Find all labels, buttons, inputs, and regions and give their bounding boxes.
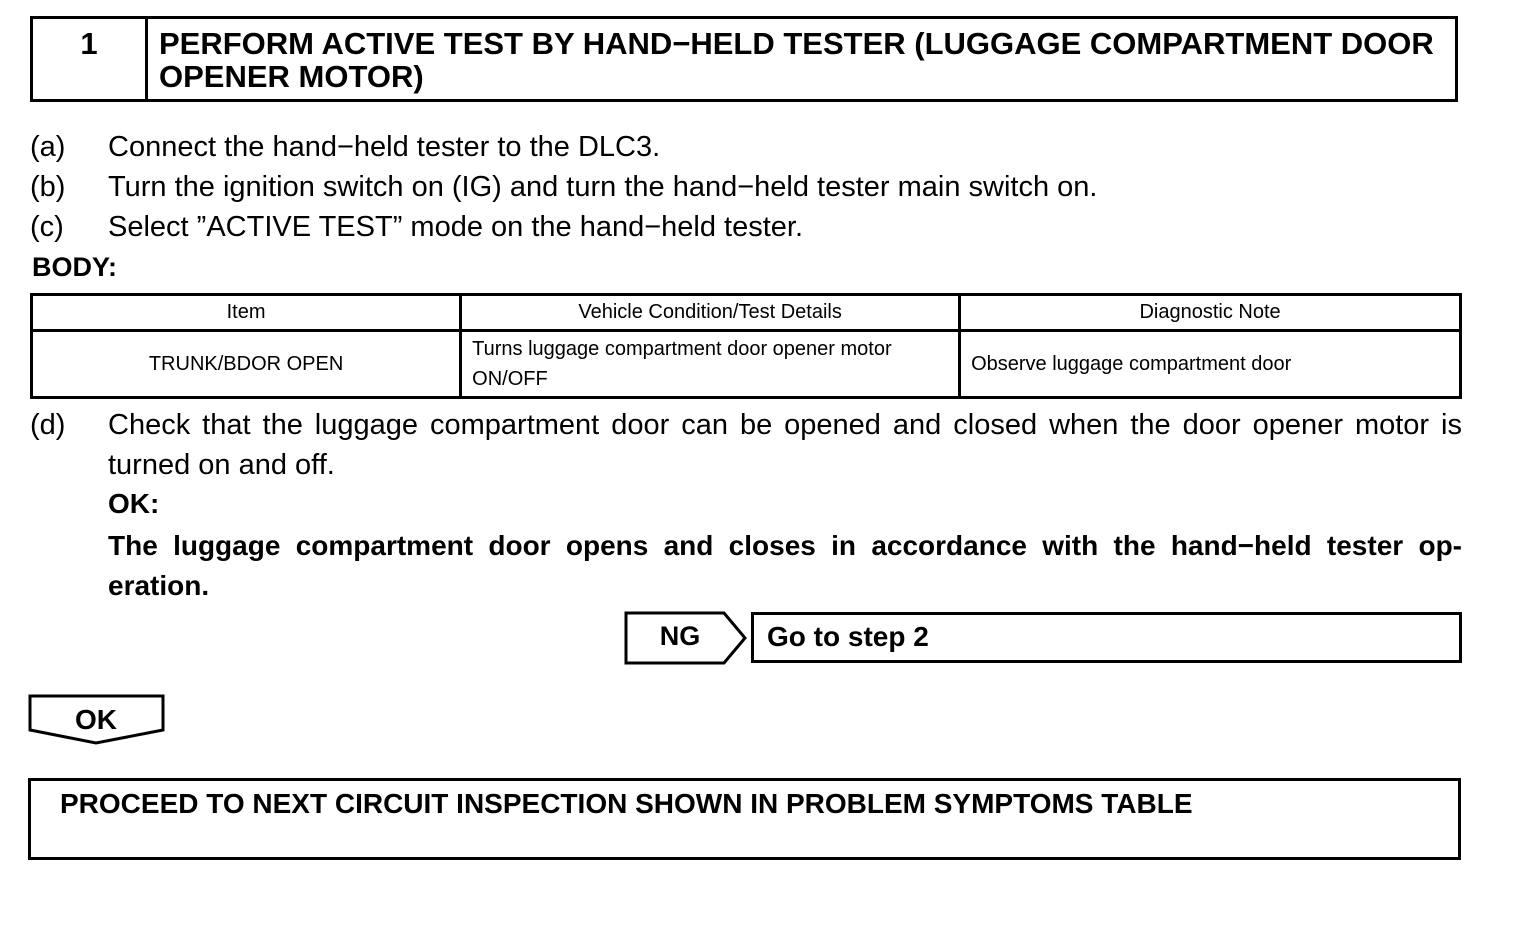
instruction-label: (b) [30,171,66,203]
instruction-text: Select ”ACTIVE TEST” mode on the hand−held tester. [108,211,804,243]
instruction-label: (a) [30,131,66,163]
table-cell-note: Observe luggage compartment door [960,331,1461,398]
column-header-item: Item [32,295,461,331]
table-cell-condition: Turns luggage compartment door opener motor ON/OFF [461,331,960,398]
instruction-label: (d) [30,409,66,441]
step-title: PERFORM ACTIVE TEST BY HAND−HELD TESTER (LUGGAGE COMPARTMENT DOOR OPENER MOTOR) [159,26,1434,94]
column-header-note: Diagnostic Note [960,295,1461,331]
instruction-text: Turn the ignition switch on (IG) and turn the hand−held tester main switch on. [108,171,1098,203]
next-step-box: PROCEED TO NEXT CIRCUIT INSPECTION SHOWN IN PROBLEM SYMPTOMS TABLE [28,778,1461,860]
instruction-text: Connect the hand−held tester to the DLC3. [108,131,661,163]
ok-criteria-label: OK: [108,488,160,519]
ok-tag: OK [75,704,117,735]
step-number: 1 [33,19,148,99]
ng-action-box: Go to step 2 [751,612,1462,663]
instruction-label: (c) [30,211,64,243]
body-label: BODY: [32,252,117,282]
column-header-condition: Vehicle Condition/Test Details [461,295,960,331]
table-header-row [32,295,1461,331]
ng-tag: NG [659,621,701,651]
step-header [30,16,1458,102]
instruction-text: Check that the luggage compartment door can be opened and closed when the door opener motor is turned on and off. [108,409,1462,481]
table-row [32,331,1461,398]
table-cell-item: TRUNK/BDOR OPEN [32,331,461,398]
active-test-table [30,293,1462,399]
ok-criteria-text: The luggage compartment door opens and closes in accordance with the hand−held tester op-eration. [108,530,1462,601]
